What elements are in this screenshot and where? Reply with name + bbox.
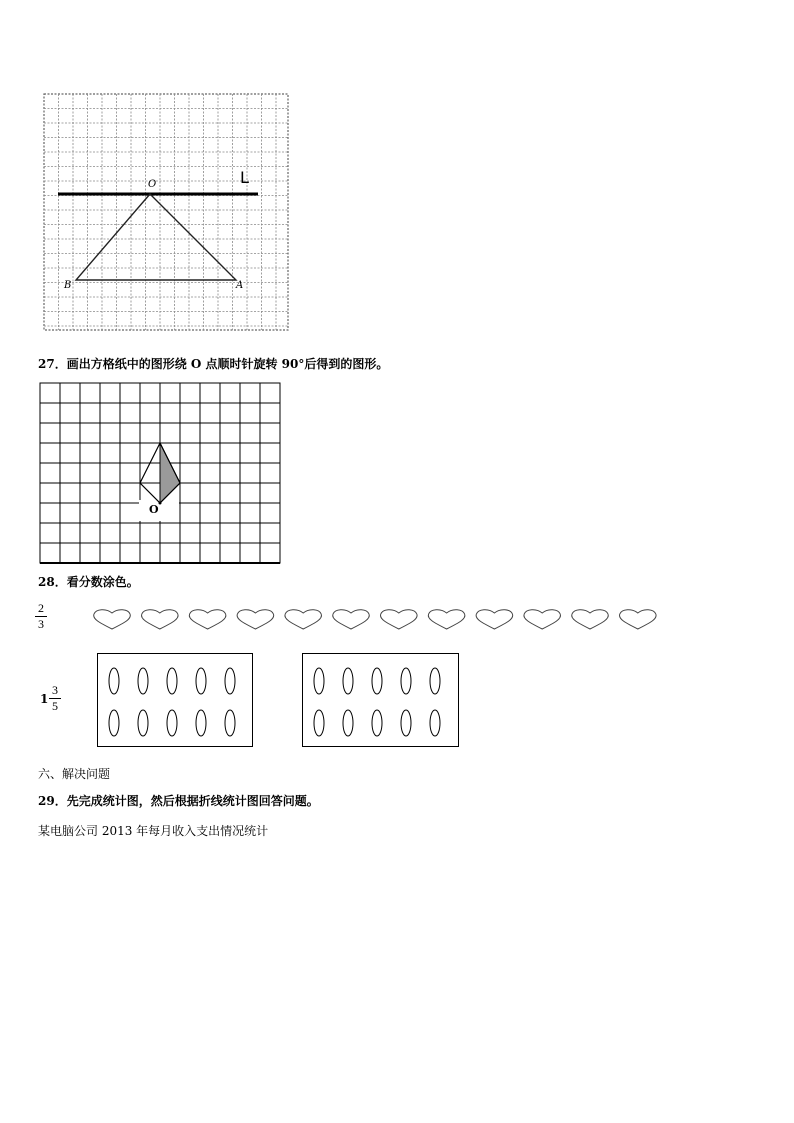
heart-shape (619, 610, 656, 629)
grid-figure-triangle (40, 90, 292, 334)
oval-shape (109, 710, 119, 736)
oval-shape (372, 710, 382, 736)
question-27-text: 27．画出方格纸中的图形绕 O 点顺时针旋转 90°后得到的图形。 (38, 357, 389, 371)
chart-title: 某电脑公司 2013 年每月收入支出情况统计 (38, 824, 269, 838)
heart-shape (141, 610, 178, 629)
fraction-two-thirds (33, 602, 49, 631)
oval-shape (343, 668, 353, 694)
fraction-2-denominator: 5 (52, 699, 58, 713)
oval-shape (109, 668, 119, 694)
grid-figure-1-svg (40, 90, 292, 334)
mixed-number-whole: 1 (40, 692, 49, 706)
hearts-row (88, 605, 668, 635)
fraction-1-numerator: 2 (38, 601, 44, 615)
oval-box-1 (97, 653, 253, 747)
heart-shape (428, 610, 465, 629)
fraction-2-numerator: 3 (52, 683, 58, 697)
heart-shape (94, 610, 131, 629)
oval-shape (401, 710, 411, 736)
rotation-grid-svg (38, 381, 282, 563)
rotation-grid-figure (38, 381, 282, 563)
rotation-center-label: O (149, 503, 159, 516)
oval-shape (430, 710, 440, 736)
fraction-three-fifths (47, 684, 63, 713)
triangle-obaa (76, 194, 236, 280)
grid-1-border (44, 94, 288, 330)
oval-shape (167, 710, 177, 736)
section-6-title: 六、解决问题 (38, 767, 111, 781)
point-a-label: A (236, 280, 244, 291)
question-29-text: 29．先完成统计图，然后根据折线统计图回答问题。 (38, 794, 319, 808)
oval-shape (372, 668, 382, 694)
oval-box-2-svg (303, 654, 460, 748)
line-l-label: L (240, 168, 249, 187)
oval-shape (196, 668, 206, 694)
oval-shape (225, 710, 235, 736)
point-o-label: O (148, 179, 157, 190)
oval-shape (225, 668, 235, 694)
heart-shape (476, 610, 513, 629)
hearts-svg (88, 605, 668, 635)
fraction-1-denominator: 3 (38, 617, 44, 631)
heart-shape (380, 610, 417, 629)
heart-shape (524, 610, 561, 629)
heart-shape (333, 610, 370, 629)
oval-shape (314, 710, 324, 736)
oval-shape (138, 710, 148, 736)
oval-shape (196, 710, 206, 736)
heart-shape (237, 610, 274, 629)
oval-shape (314, 668, 324, 694)
oval-shape (430, 668, 440, 694)
oval-shape (167, 668, 177, 694)
point-b-label: B (64, 280, 72, 291)
oval-box-2 (302, 653, 459, 747)
heart-shape (285, 610, 322, 629)
heart-shape (189, 610, 226, 629)
oval-box-1-svg (98, 654, 254, 748)
oval-shape (343, 710, 353, 736)
heart-shape (572, 610, 609, 629)
oval-shape (401, 668, 411, 694)
question-28-text: 28．看分数涂色。 (38, 575, 139, 589)
oval-shape (138, 668, 148, 694)
